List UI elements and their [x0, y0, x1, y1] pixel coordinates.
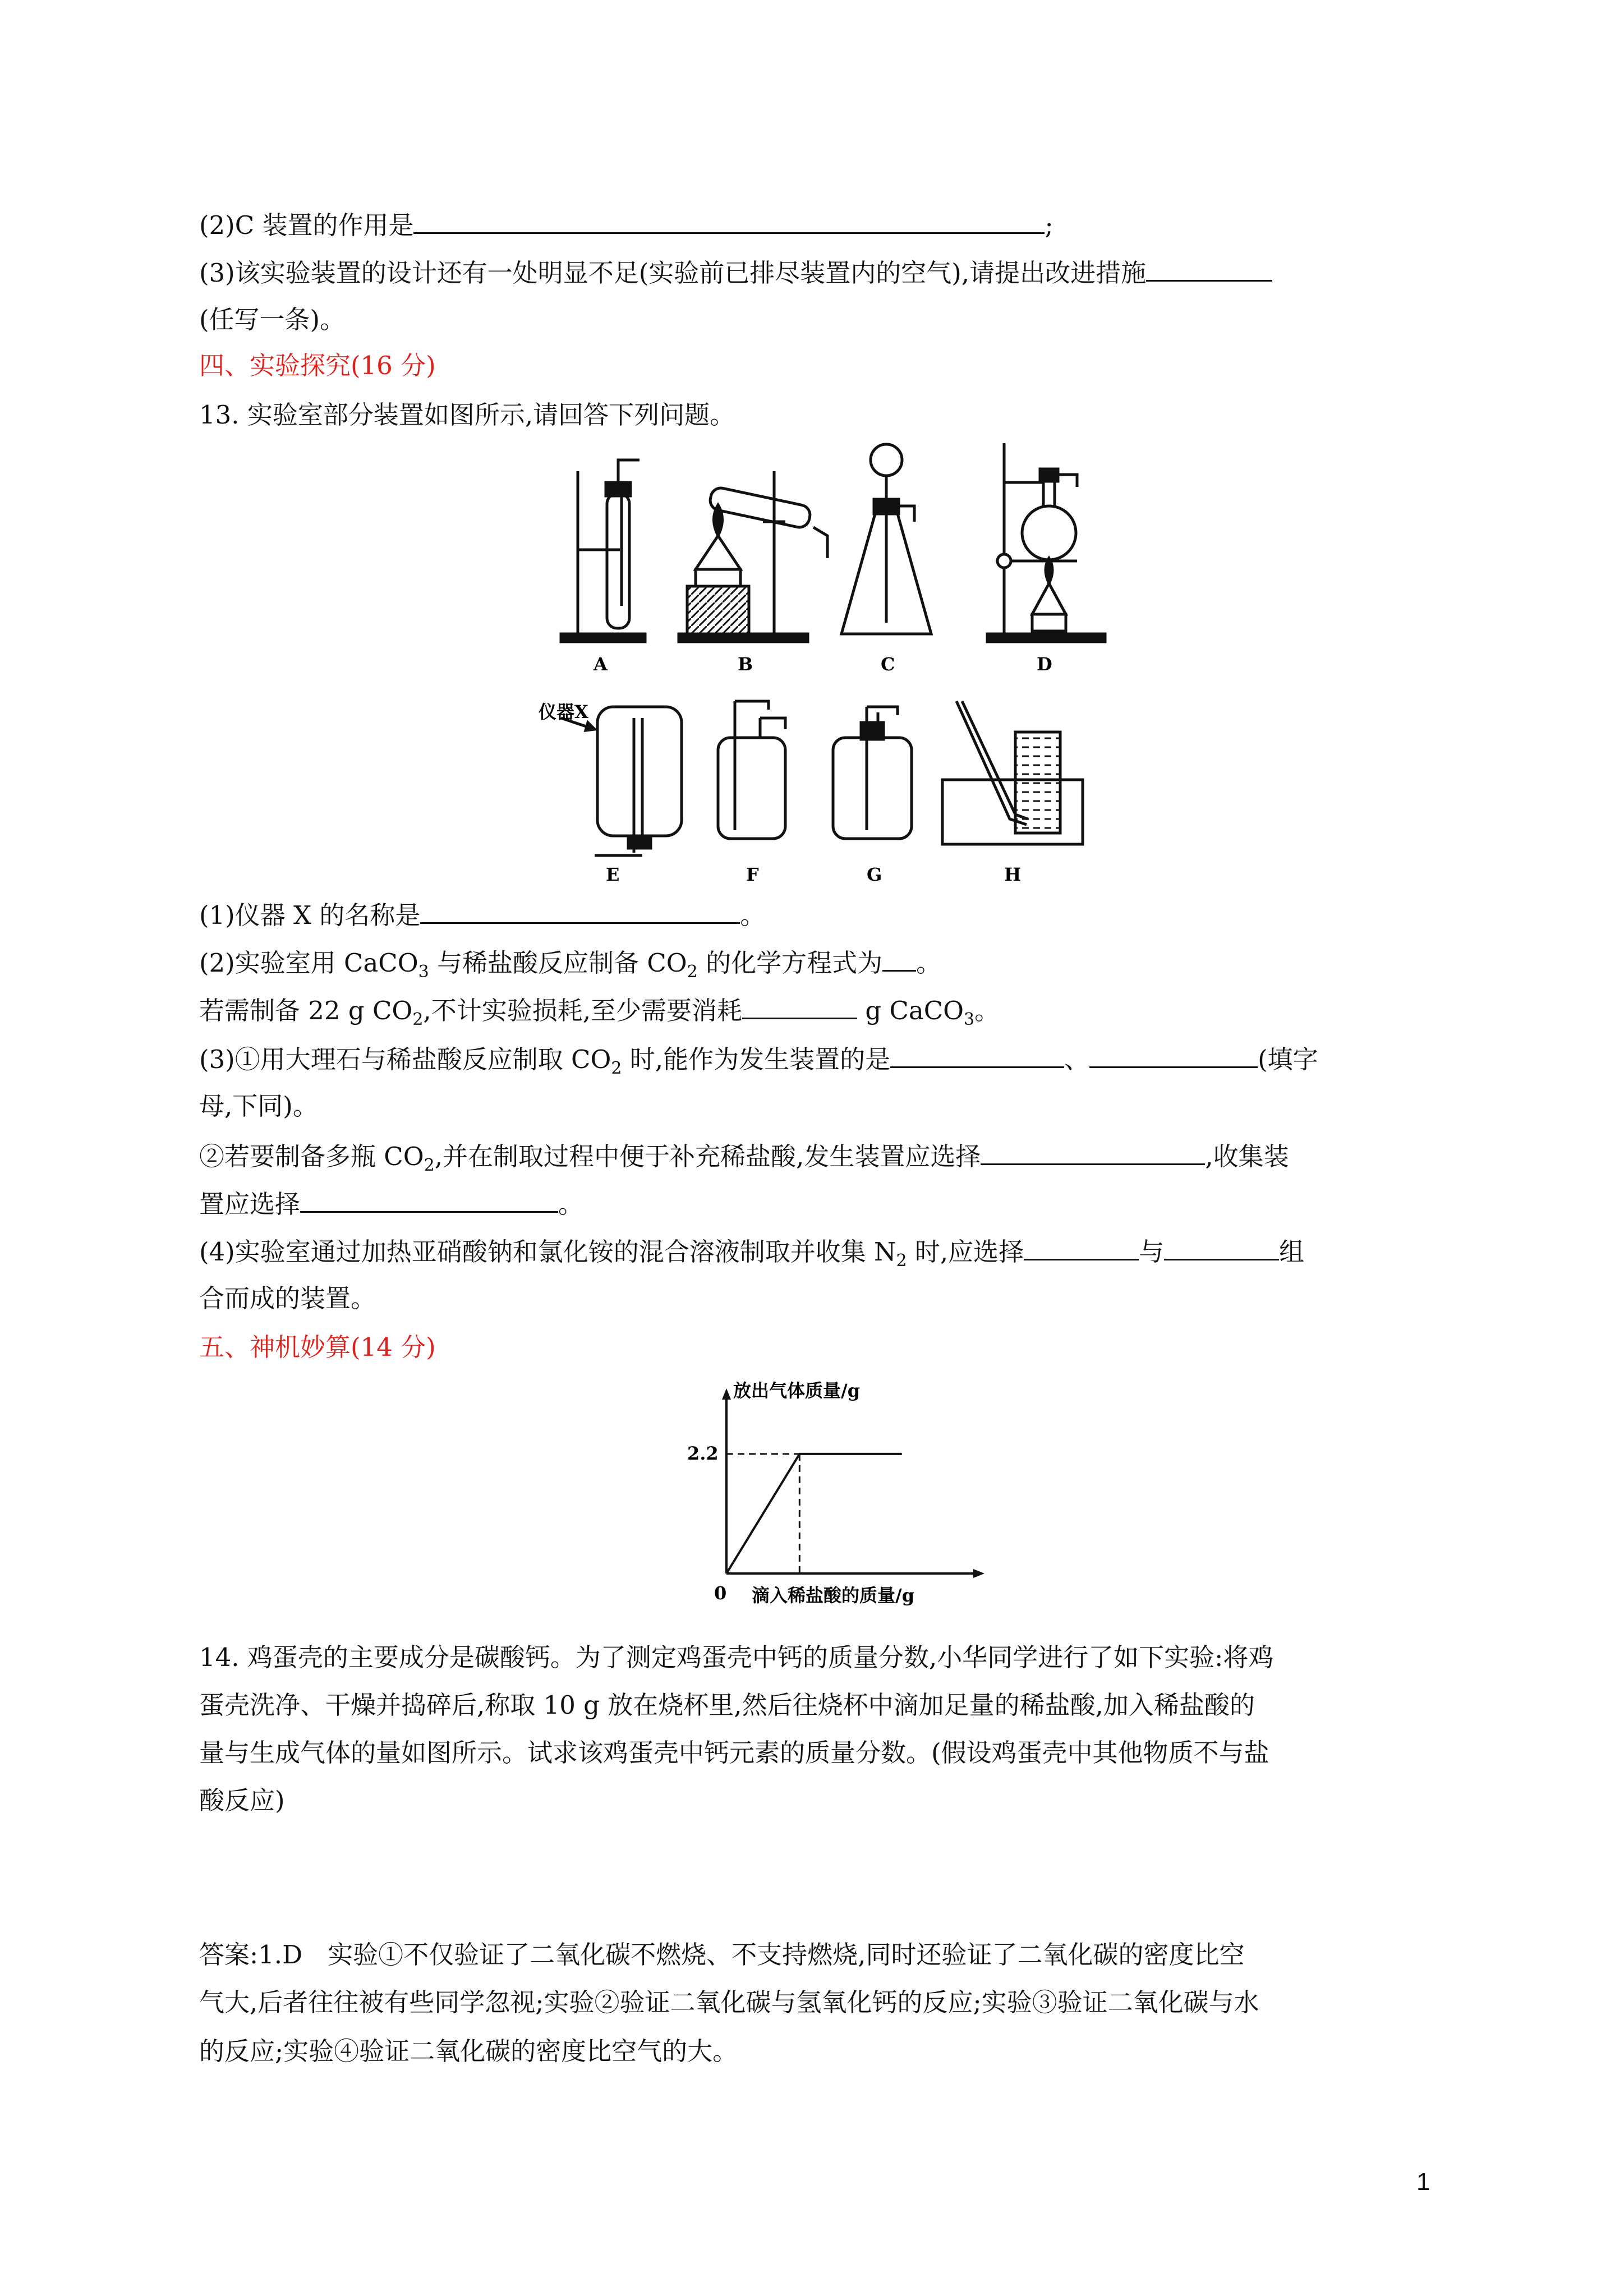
- answer-blank: [300, 1186, 558, 1213]
- apparatus-g: [833, 707, 912, 839]
- answer-line-1: 答案:1.D 实验①不仅验证了二氧化碳不燃烧、不支持燃烧,同时还验证了二氧化碳的密度比空: [199, 1940, 1245, 1970]
- label-g: G: [867, 864, 882, 885]
- gas-mass-chart: [673, 1380, 987, 1616]
- q13-part4-cont: 合而成的装置。: [199, 1283, 376, 1313]
- q13-part3b-cont: 置应选择 。: [199, 1186, 583, 1221]
- q14-line-4: 酸反应): [199, 1786, 285, 1815]
- q13-stem: 13. 实验室部分装置如图所示,请回答下列问题。: [199, 400, 735, 430]
- q14-line-2: 蛋壳洗净、干燥并捣碎后,称取 10 g 放在烧杯里,然后往烧杯中滴加足量的稀盐酸,加入稀盐酸的: [199, 1690, 1255, 1720]
- q13-part4: (4)实验室通过加热亚硝酸钠和氯化铵的混合溶液制取并收集 $N_2$ 时,应选择 与 组: [199, 1234, 1304, 1269]
- answer-line-2: 气大,后者往往被有些同学忽视;实验②验证二氧化碳与氢氧化钙的反应;实验③验证二氧化碳与水: [199, 1987, 1259, 2017]
- y-tick-label: 2.2: [687, 1442, 719, 1464]
- instrument-x-label: 仪器X: [539, 701, 588, 723]
- answer-line-3: 的反应;实验④验证二氧化碳的密度比空气的大。: [199, 2036, 738, 2066]
- q14-line-1: 14. 鸡蛋壳的主要成分是碳酸钙。为了测定鸡蛋壳中钙的质量分数,小华同学进行了如下实验:将鸡: [199, 1642, 1274, 1672]
- x-axis-arrow: [973, 1569, 984, 1578]
- apparatus-a: [561, 460, 645, 642]
- answer-blank: [890, 1042, 1064, 1068]
- label-c: C: [881, 654, 895, 675]
- label-a: A: [594, 654, 608, 675]
- apparatus-figure: [539, 438, 1111, 898]
- series-line: [726, 1454, 902, 1573]
- apparatus-h: [942, 701, 1083, 844]
- answer-blank: [413, 208, 1045, 234]
- answer-blank: [1024, 1234, 1139, 1260]
- q13-part3-cont: 母,下同)。: [199, 1091, 318, 1121]
- answer-blank: [1089, 1042, 1258, 1068]
- q13-part2b: 若需制备 22 g $CO_2$,不计实验损耗,至少需要消耗 g CaCO$_3$。: [199, 993, 1000, 1028]
- answer-blank: [1164, 1234, 1279, 1260]
- section-5-title: 五、神机妙算(14 分): [199, 1332, 436, 1362]
- apparatus-b: [679, 471, 827, 642]
- label-b: B: [738, 654, 753, 675]
- origin-label: 0: [714, 1582, 727, 1604]
- answer-blank: [882, 945, 916, 972]
- label-f: F: [746, 864, 759, 885]
- q14-line-3: 量与生成气体的量如图所示。试求该鸡蛋壳中钙元素的质量分数。(假设鸡蛋壳中其他物质不与盐: [199, 1738, 1269, 1768]
- apparatus-f: [718, 701, 785, 839]
- q12-part2: (2)C 装置的作用是 ;: [199, 208, 1053, 242]
- answer-blank: [981, 1139, 1205, 1165]
- q13-part2: (2)实验室用 CaCO$_3$ 与稀盐酸反应制备 $CO_2$ 的化学方程式为 。: [199, 945, 941, 980]
- q13-part3: (3)①用大理石与稀盐酸反应制取 $CO_2$ 时,能作为发生装置的是 、 (填字: [199, 1042, 1318, 1076]
- label-h: H: [1004, 864, 1022, 885]
- page-number: 1: [1416, 2168, 1430, 2196]
- x-axis-label: 滴入稀盐酸的质量/g: [752, 1585, 915, 1606]
- apparatus-d: [987, 443, 1105, 642]
- y-axis-arrow: [722, 1388, 731, 1400]
- q12-part3: (3)该实验装置的设计还有一处明显不足(实验前已排尽装置内的空气),请提出改进措施: [199, 255, 1272, 290]
- q13-part3b: ②若要制备多瓶 $CO_2$,并在制取过程中便于补充稀盐酸,发生装置应选择 ,收集装: [199, 1139, 1289, 1174]
- label-d: D: [1037, 654, 1052, 675]
- label-e: E: [606, 864, 620, 885]
- answer-blank: [1146, 255, 1272, 282]
- q13-part1: (1)仪器 X 的名称是 。: [199, 898, 765, 932]
- section-4-title: 四、实验探究(16 分): [199, 351, 436, 380]
- apparatus-c: [841, 444, 931, 634]
- answer-blank: [420, 898, 740, 924]
- q12-part3-cont: (任写一条)。: [199, 305, 346, 334]
- y-axis-label: 放出气体质量/g: [733, 1380, 861, 1401]
- apparatus-e: [561, 707, 682, 855]
- answer-blank: [742, 993, 857, 1019]
